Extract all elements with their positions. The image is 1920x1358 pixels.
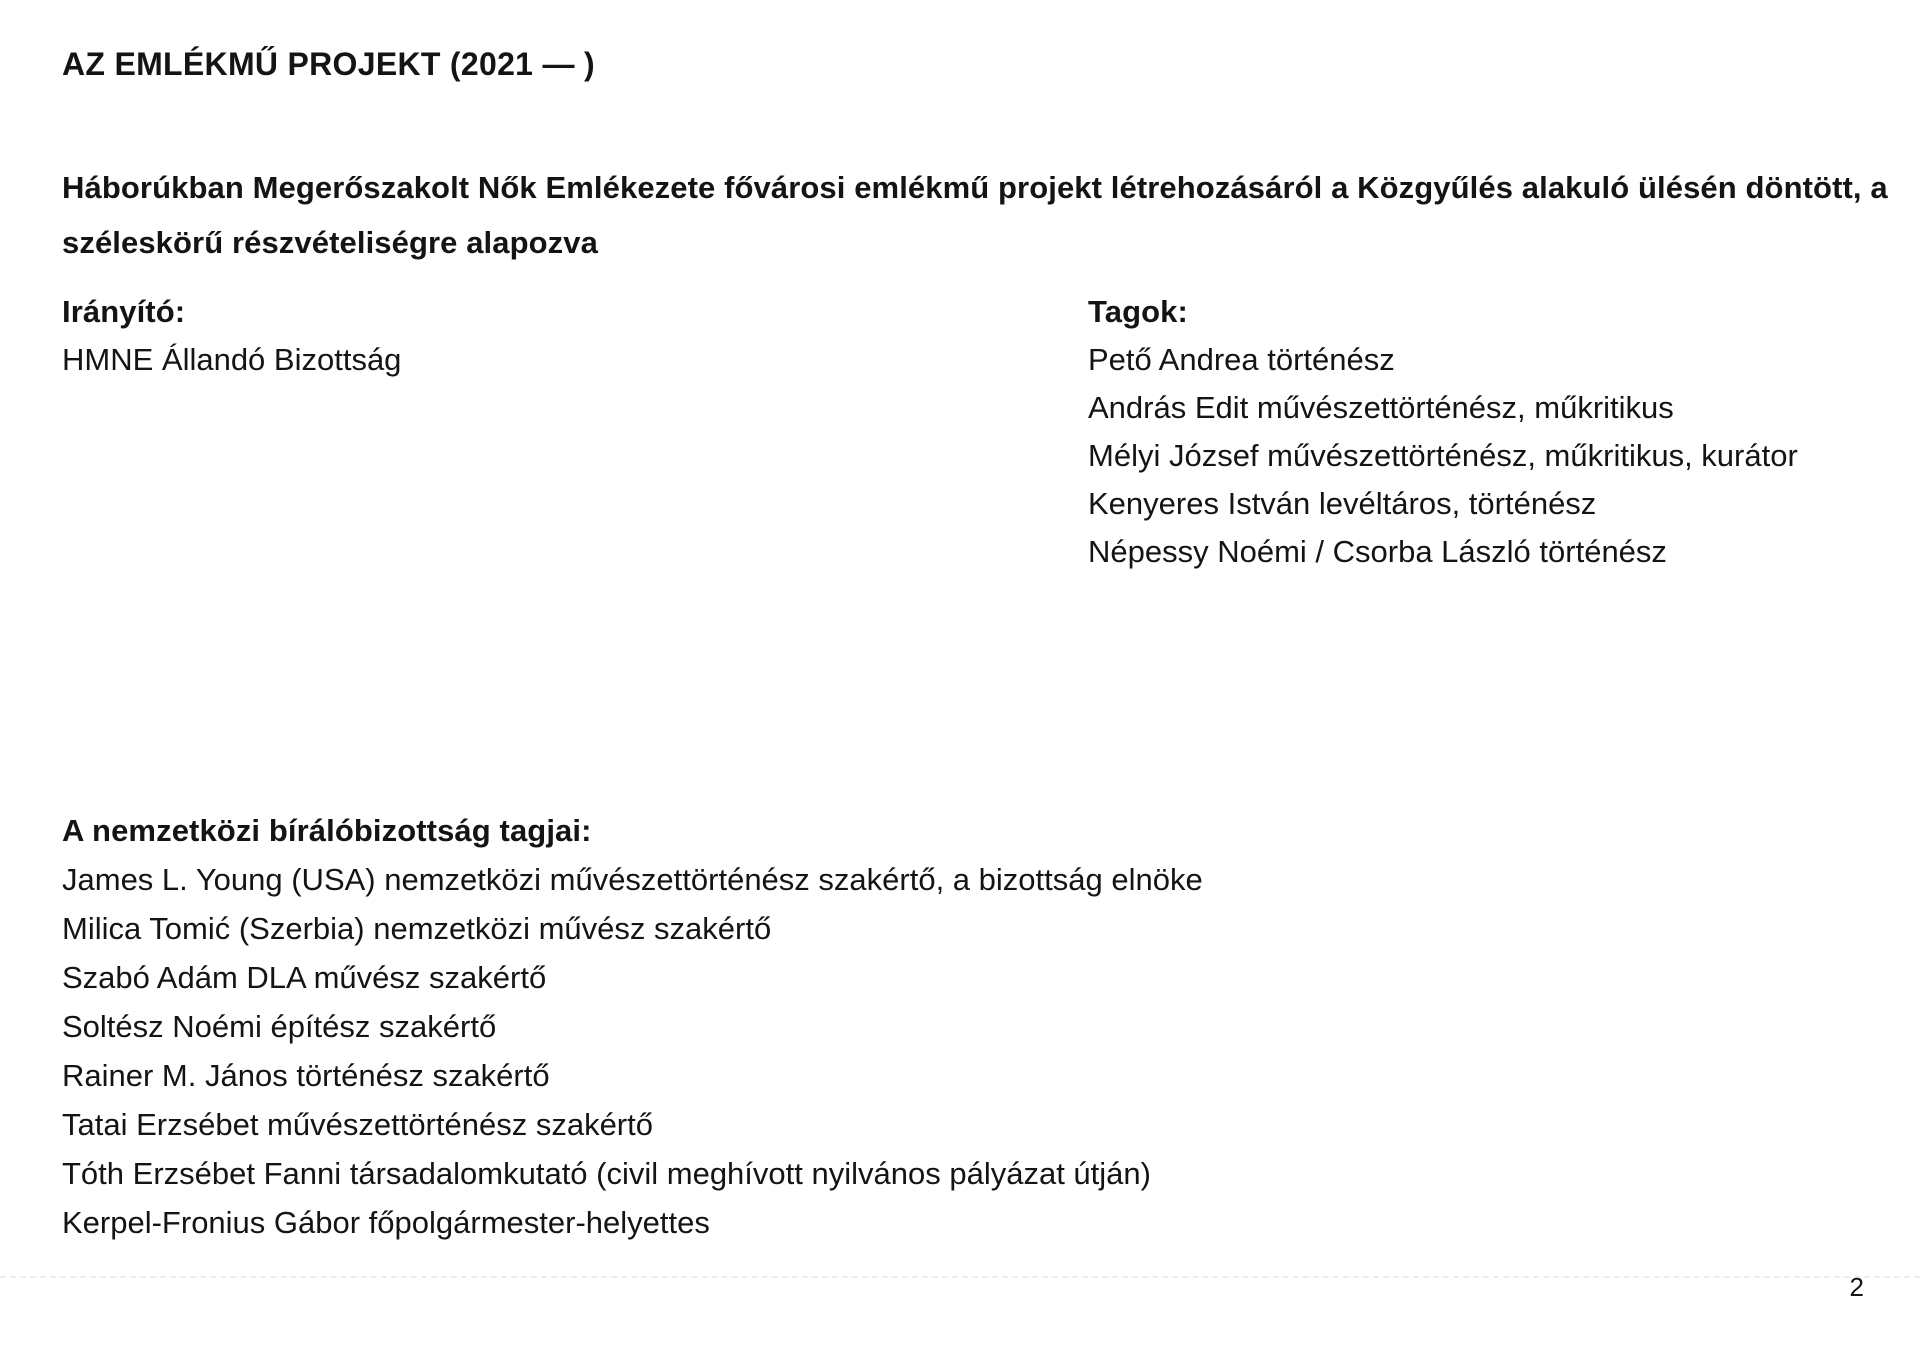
list-item: Rainer M. János történész szakértő xyxy=(62,1058,550,1093)
leader-section xyxy=(62,288,401,384)
intro-line: széleskörű részvételiségre alapozva xyxy=(62,225,598,260)
list-item: Tóth Erzsébet Fanni társadalomkutató (civil meghívott nyilvános pályázat útján) xyxy=(62,1156,1151,1191)
list-item: Soltész Noémi építész szakértő xyxy=(62,1009,497,1044)
leader-list xyxy=(62,336,401,384)
list-item: James L. Young (USA) nemzetközi művészettörténész szakértő, a bizottság elnöke xyxy=(62,862,1203,897)
jury-list xyxy=(62,855,1203,1247)
members-list xyxy=(1088,336,1798,576)
list-item: Milica Tomić (Szerbia) nemzetközi művész szakértő xyxy=(62,911,772,946)
list-item: Pető Andrea történész xyxy=(1088,342,1395,377)
intro-paragraph xyxy=(62,160,1888,270)
leader-heading: Irányító: xyxy=(62,294,186,329)
page-divider xyxy=(0,1276,1920,1278)
list-item: Kenyeres István levéltáros, történész xyxy=(1088,486,1597,521)
jury-heading: A nemzetközi bírálóbizottság tagjai: xyxy=(62,813,592,848)
list-item: Népessy Noémi / Csorba László történész xyxy=(1088,534,1667,569)
list-item: Szabó Adám DLA művész szakértő xyxy=(62,960,547,995)
members-heading: Tagok: xyxy=(1088,294,1188,329)
page-number: 2 xyxy=(1849,1272,1864,1302)
list-item: András Edit művészettörténész, műkritikus xyxy=(1088,390,1674,425)
page-title: AZ EMLÉKMŰ PROJEKT (2021 — ) xyxy=(62,46,595,82)
intro-line: Háborúkban Megerőszakolt Nők Emlékezete fővárosi emlékmű projekt létrehozásáról a Közgyűlés alakuló ülésén döntött, a xyxy=(62,170,1888,205)
members-section xyxy=(1088,288,1798,576)
list-item: Tatai Erzsébet művészettörténész szakértő xyxy=(62,1107,653,1142)
list-item: Mélyi József művészettörténész, műkritikus, kurátor xyxy=(1088,438,1798,473)
jury-section xyxy=(62,806,1203,1247)
list-item: HMNE Állandó Bizottság xyxy=(62,342,402,377)
list-item: Kerpel-Fronius Gábor főpolgármester-helyettes xyxy=(62,1205,710,1240)
